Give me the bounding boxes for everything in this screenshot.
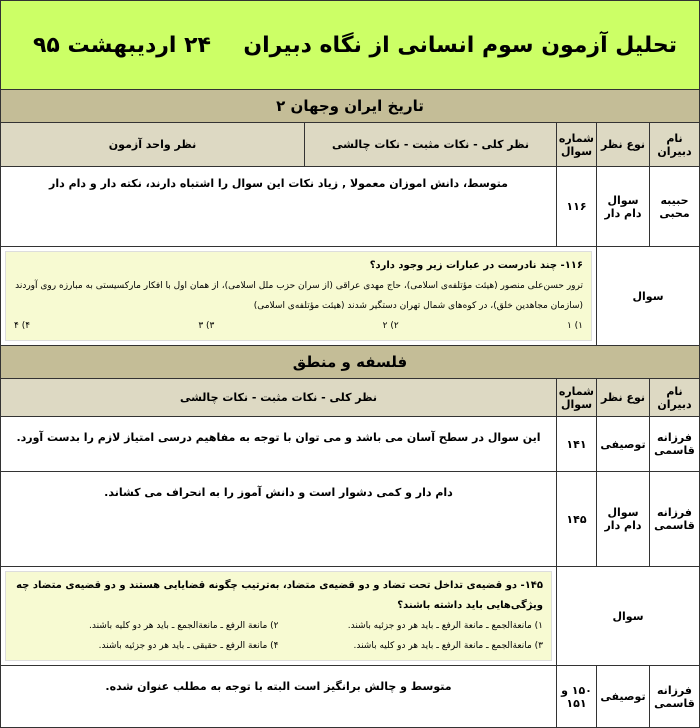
col-number: شماره سوال — [557, 379, 597, 417]
col-unit: نظر واحد آزمون — [1, 123, 305, 167]
table-row — [1, 666, 700, 728]
col-teacher: نام دبیران — [650, 123, 700, 167]
exam-date: ۲۴ اردیبهشت ۹۵ — [33, 32, 211, 58]
comment: این سوال در سطح آسان می باشد و می توان با توجه به مفاهیم درسی امتیاز لازم را بدست آورد. — [1, 417, 557, 472]
type: توصیفی — [597, 666, 650, 728]
number: ۱۱۶ — [557, 167, 597, 247]
teacher: فرزانه قاسمی — [650, 472, 700, 567]
number: ۱۴۵ — [557, 472, 597, 567]
question-label: سوال — [597, 247, 700, 346]
option: ۳) ۳ — [198, 321, 215, 331]
option: ۳) مانعةالجمع ـ مانعة الرفع ـ باید هر دو کلیه باشند. — [353, 641, 543, 651]
col-general: نظر کلی - نکات مثبت - نکات چالشی — [305, 123, 557, 167]
section-title: فلسفه و منطق — [1, 346, 700, 379]
table-row — [1, 472, 700, 567]
comment: متوسط و چالش برانگیز است البته با توجه به مطلب عنوان شده. — [1, 666, 557, 728]
col-type: نوع نظر — [597, 123, 650, 167]
question-stem: ۱۱۶- چند نادرست در عبارات زیر وجود دارد؟ — [369, 260, 583, 271]
option: ۱) ۱ — [566, 321, 583, 331]
option: ۲) ۲ — [382, 321, 399, 331]
col-type: نوع نظر — [597, 379, 650, 417]
title-bar — [1, 1, 700, 90]
question-label: سوال — [557, 567, 700, 666]
option: ۴) مانعة الرفع ـ حقیقی ـ باید هر دو جزئیه باشند. — [98, 641, 279, 651]
type: سوال دام دار — [597, 167, 650, 247]
teacher: حبیبه محبی — [650, 167, 700, 247]
option: ۱) مانعةالجمع ـ مانعة الرفع ـ باید هر دو جزئیه باشند. — [347, 621, 543, 631]
section-title: تاریخ ایران وجهان ۲ — [1, 90, 700, 123]
number: ۱۵۰ و ۱۵۱ — [557, 666, 597, 728]
number: ۱۴۱ — [557, 417, 597, 472]
col-number: شماره سوال — [557, 123, 597, 167]
question-body: ترور حسن‌علی منصور (هیئت مؤتلفه‌ی اسلامی)، حاج مهدی عراقی (از سران حزب ملل اسلامی)، از همان اول با افکار مارکسیستی به مبارزه روی آوردند (سازمان مجاهدین خلق)، در کوه‌های شمال تهران دستگیر شدند (هیئت مؤتلفه‌ی اسلامی) — [15, 281, 583, 311]
col-general: نظر کلی - نکات مثبت - نکات چالشی — [1, 379, 557, 417]
type: توصیفی — [597, 417, 650, 472]
question-image — [1, 567, 557, 666]
option: ۲) مانعة الرفع ـ مانعةالجمع ـ باید هر دو کلیه باشند. — [89, 621, 279, 631]
option: ۴) ۴ — [14, 321, 31, 331]
page-title: تحلیل آزمون سوم انسانی از نگاه دبیران — [243, 32, 677, 58]
table-row — [1, 167, 700, 247]
comment: متوسط، دانش اموزان معمولا , زیاد نکات این سوال را اشتباه دارند، نکته دار و دام دار — [1, 167, 557, 247]
teacher: فرزانه قاسمی — [650, 666, 700, 728]
question-image — [1, 247, 597, 346]
table-row — [1, 417, 700, 472]
comment: دام دار و کمی دشوار است و دانش آموز را به انحراف می کشاند. — [1, 472, 557, 567]
type: سوال دام دار — [597, 472, 650, 567]
col-teacher: نام دبیران — [650, 379, 700, 417]
teacher: فرزانه قاسمی — [650, 417, 700, 472]
question-stem: ۱۴۵- دو قضیه‌ی تداخل تحت تضاد و دو قضیه‌ی متضاد، به‌ترتیب چگونه قضایایی هستند و دو قضیه‌ی متضاد چه ویژگی‌هایی باید داشته باشند؟ — [16, 580, 543, 611]
